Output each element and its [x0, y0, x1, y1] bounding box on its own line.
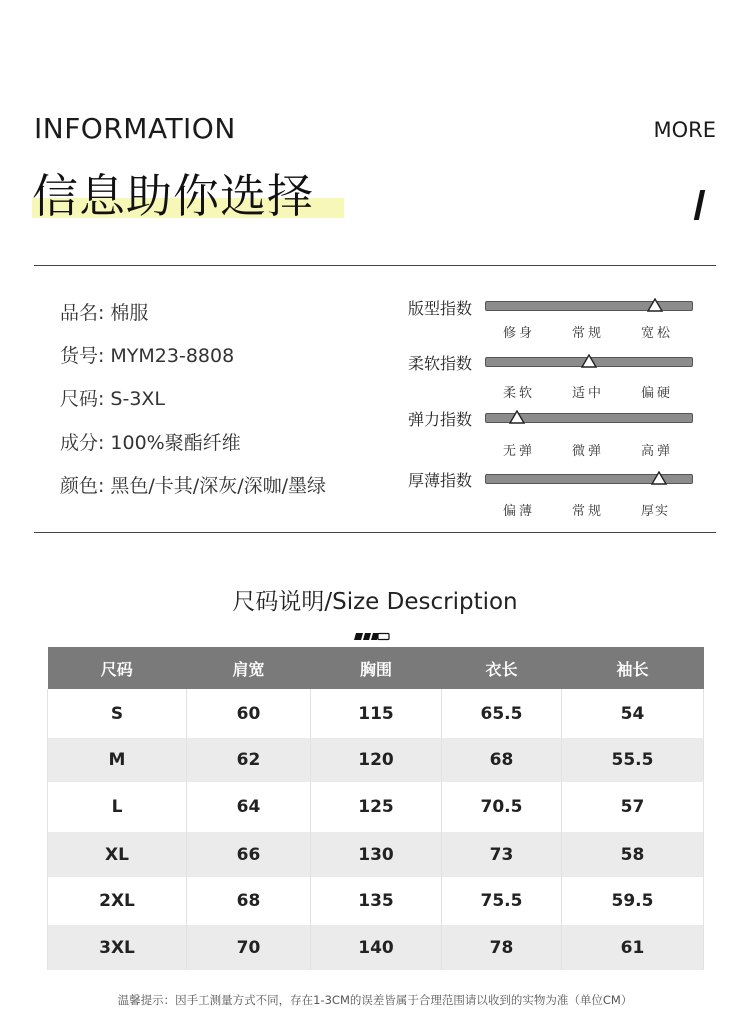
softness-index-label: 柔软指数: [408, 354, 473, 373]
fit-option-3: 宽松: [641, 326, 674, 341]
info-row-material: [60, 428, 241, 455]
table-row: [48, 738, 704, 782]
divider-top: [34, 265, 716, 266]
table-cell: 59.5: [562, 877, 704, 925]
elasticity-option-2: 微弹: [572, 444, 605, 459]
slash-mark: [694, 190, 705, 220]
info-row-colors: [60, 471, 326, 498]
table-row: [48, 832, 704, 877]
table-cell: 57: [562, 782, 704, 832]
size-cell: M: [48, 738, 187, 782]
table-row: [48, 925, 704, 970]
thickness-option-2: 常规: [572, 504, 605, 519]
column-header: 胸围: [311, 647, 442, 689]
thickness-index-label: 厚薄指数: [408, 471, 473, 490]
table-cell: 70: [187, 925, 311, 970]
divider-middle: [34, 532, 716, 533]
stripes-icon: [353, 626, 391, 645]
title-block: [32, 160, 348, 224]
table-cell: 135: [311, 877, 442, 925]
elasticity-option-1: 无弹: [503, 444, 536, 459]
size-section-title: 尺码说明/Size Description: [232, 589, 518, 615]
size-table-header: [48, 647, 704, 689]
info-row-name: [60, 298, 148, 325]
elasticity-index-bar: [485, 413, 693, 423]
fit-option-1: 修身: [503, 326, 536, 341]
table-cell: 78: [442, 925, 562, 970]
table-row: [48, 689, 704, 738]
info-value: 棉服: [110, 302, 149, 324]
info-label: 品名:: [60, 302, 105, 324]
table-row: [48, 782, 704, 832]
table-cell: 62: [187, 738, 311, 782]
table-cell: 65.5: [442, 689, 562, 738]
fit-option-2: 常规: [572, 326, 605, 341]
info-title: INFORMATION: [34, 112, 236, 145]
table-cell: 58: [562, 832, 704, 877]
more-link[interactable]: MORE: [653, 118, 716, 142]
column-header: 尺码: [48, 647, 187, 689]
softness-option-1: 柔软: [503, 386, 536, 401]
elasticity-index-label: 弹力指数: [408, 410, 473, 429]
table-cell: 68: [187, 877, 311, 925]
table-cell: 60: [187, 689, 311, 738]
size-cell: 3XL: [48, 925, 187, 970]
table-row: [48, 877, 704, 925]
table-cell: 120: [311, 738, 442, 782]
table-cell: 125: [311, 782, 442, 832]
softness-option-3: 偏硬: [641, 386, 674, 401]
table-cell: 73: [442, 832, 562, 877]
table-cell: 115: [311, 689, 442, 738]
size-cell: L: [48, 782, 187, 832]
info-row-sku: [60, 341, 234, 368]
elasticity-option-3: 高弹: [641, 444, 674, 459]
softness-index-bar: [485, 357, 693, 367]
page-title: 信息助你选择: [32, 169, 314, 223]
table-cell: 68: [442, 738, 562, 782]
info-label: 颜色:: [60, 475, 105, 497]
table-cell: 61: [562, 925, 704, 970]
table-cell: 75.5: [442, 877, 562, 925]
column-header: 衣长: [442, 647, 562, 689]
table-cell: 54: [562, 689, 704, 738]
table-cell: 140: [311, 925, 442, 970]
column-header: 肩宽: [187, 647, 311, 689]
info-value: MYM23-8808: [110, 345, 235, 367]
size-cell: 2XL: [48, 877, 187, 925]
footnote: 温馨提示：因手工测量方式不同，存在1-3CM的误差皆属于合理范围请以收到的实物为准（单位CM）: [117, 993, 633, 1007]
info-label: 货号:: [60, 345, 105, 367]
size-cell: S: [48, 689, 187, 738]
thickness-option-3: 厚实: [641, 504, 670, 519]
softness-option-2: 适中: [572, 386, 605, 401]
info-value: S-3XL: [110, 388, 166, 410]
fit-index-bar: [485, 301, 693, 311]
info-label: 尺码:: [60, 388, 105, 410]
table-cell: 64: [187, 782, 311, 832]
table-cell: 55.5: [562, 738, 704, 782]
info-value: 黑色/卡其/深灰/深咖/墨绿: [110, 475, 327, 497]
info-value: 100%聚酯纤维: [110, 432, 241, 454]
size-cell: XL: [48, 832, 187, 877]
table-cell: 130: [311, 832, 442, 877]
size-table: [47, 647, 704, 970]
thickness-option-1: 偏薄: [503, 504, 536, 519]
thickness-index-bar: [485, 474, 693, 484]
table-cell: 66: [187, 832, 311, 877]
column-header: 袖长: [562, 647, 704, 689]
info-label: 成分:: [60, 432, 105, 454]
table-cell: 70.5: [442, 782, 562, 832]
info-row-size: [60, 384, 165, 411]
fit-index-label: 版型指数: [408, 299, 473, 318]
